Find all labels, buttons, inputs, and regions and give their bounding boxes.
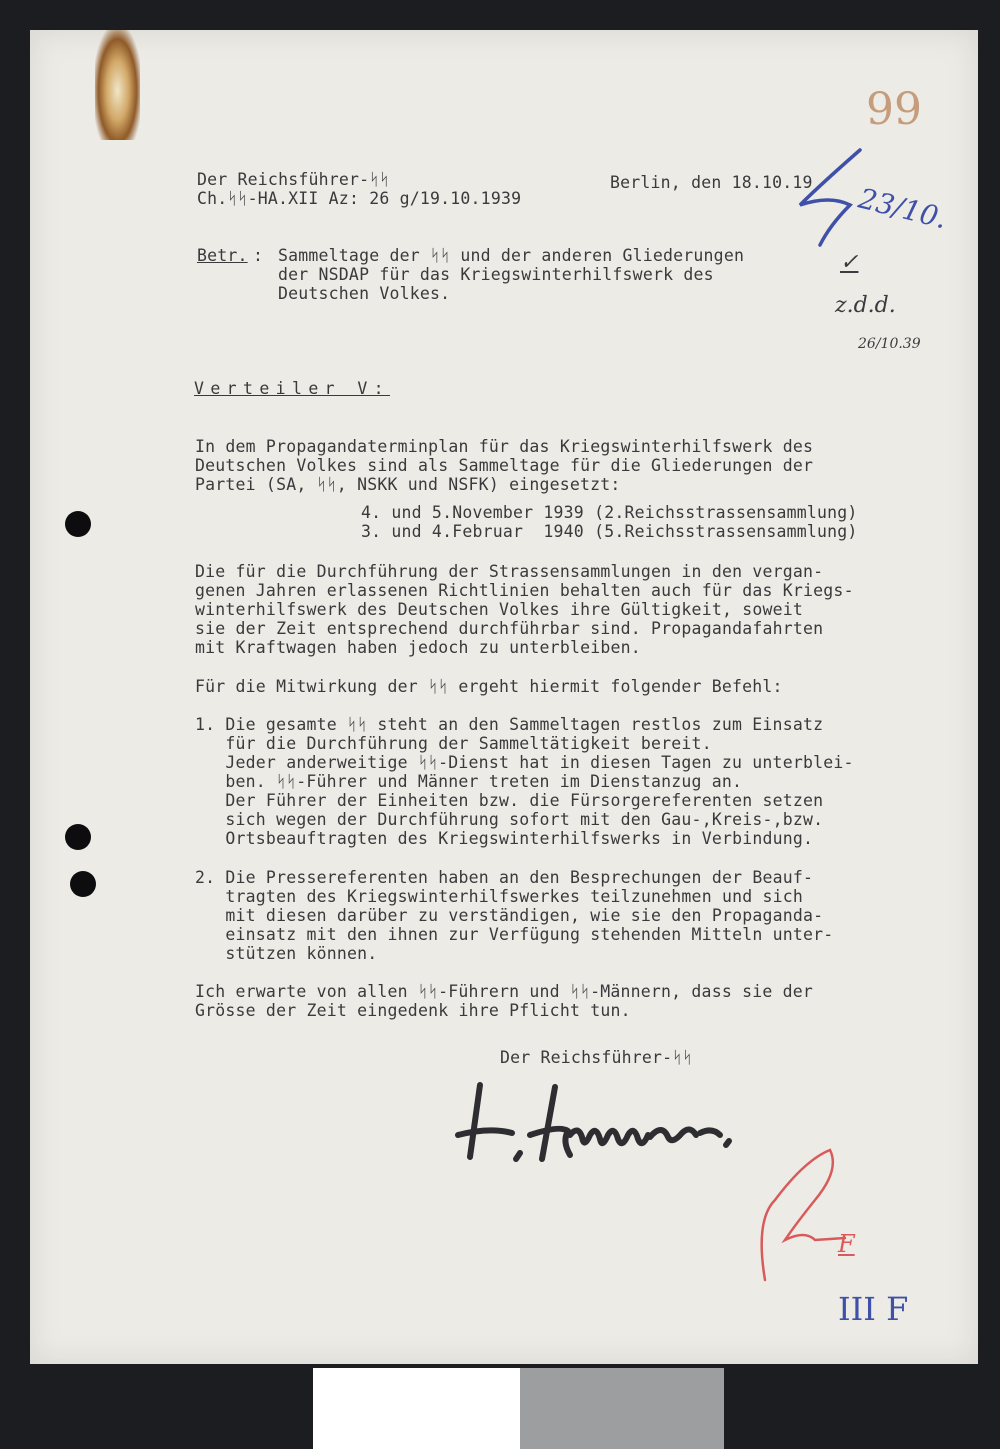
item1-line-7: Ortsbeauftragten des Kriegswinterhilfswerks in Verbindung. — [195, 829, 814, 848]
blue-initial-note: III F — [838, 1290, 909, 1328]
date-line-1: 4. und 5.November 1939 (2.Reichsstrassensammlung) — [361, 503, 858, 522]
date-line-2: 3. und 4.Februar 1940 (5.Reichsstrassensammlung) — [361, 522, 858, 541]
subject-colon: : — [253, 246, 264, 265]
order-intro: Für die Mitwirkung der ᛋᛋ ergeht hiermit folgender Befehl: — [195, 677, 783, 696]
item1-line-2: für die Durchführung der Sammeltätigkeit bereit. — [195, 734, 712, 753]
item2-line-1: 2. Die Pressereferenten haben an den Besprechungen der Beauf- — [195, 868, 814, 887]
subject-line-2: der NSDAP für das Kriegswinterhilfswerk des — [278, 265, 714, 284]
calibration-gray-patch — [520, 1368, 724, 1449]
distribution-heading: Verteiler V: — [194, 379, 391, 398]
subject-line-3: Deutschen Volkes. — [278, 284, 451, 303]
item1-line-3: Jeder anderweitige ᛋᛋ-Dienst hat in diesen Tagen zu unterblei- — [195, 753, 854, 772]
dark-note-zdd: z.d.d. — [835, 293, 896, 318]
para2-line-2: genen Jahren erlassenen Richtlinien behalten auch für das Kriegs- — [195, 581, 854, 600]
subject-label: Betr. — [197, 246, 248, 265]
reference-line: Ch.ᛋᛋ-HA.XII Az: 26 g/19.10.1939 — [197, 189, 522, 208]
blue-date-note: 23/10. — [855, 181, 951, 236]
item1-line-4: ben. ᛋᛋ-Führer und Männer treten im Dienstanzug an. — [195, 772, 743, 791]
para2-line-1: Die für die Durchführung der Strassensammlungen in den vergan- — [195, 562, 824, 581]
intro-line-2: Deutschen Volkes sind als Sammeltage für die Gliederungen der — [195, 456, 814, 475]
para2-line-5: mit Kraftwagen haben jedoch zu unterbleiben. — [195, 638, 641, 657]
intro-line-1: In dem Propagandaterminplan für das Kriegswinterhilfswerk des — [195, 437, 814, 456]
para2-line-4: sie der Zeit entsprechend durchführbar sind. Propagandafahrten — [195, 619, 824, 638]
intro-line-3: Partei (SA, ᛋᛋ, NSKK und NSFK) eingesetzt: — [195, 475, 621, 494]
item1-line-1: 1. Die gesamte ᛋᛋ steht an den Sammeltagen restlos zum Einsatz — [195, 715, 824, 734]
red-pencil-mark — [745, 1140, 855, 1290]
item2-line-2: tragten des Kriegswinterhilfswerkes teilzunehmen und sich — [195, 887, 804, 906]
sender-line: Der Reichsführer-ᛋᛋ — [197, 170, 390, 189]
closing-line-1: Ich erwarte von allen ᛋᛋ-Führern und ᛋᛋ-Männern, dass sie der — [195, 982, 814, 1001]
punch-hole-top — [65, 511, 91, 537]
burn-stain — [95, 30, 140, 140]
item2-line-3: mit diesen darüber zu verständigen, wie sie den Propaganda- — [195, 906, 824, 925]
punch-hole-bottom — [70, 871, 96, 897]
punch-hole-middle — [65, 824, 91, 850]
calibration-white-patch — [313, 1368, 520, 1449]
dark-note-date: 26/10.39 — [858, 336, 921, 352]
red-note: F — [838, 1230, 855, 1258]
para2-line-3: winterhilfswerk des Deutschen Volkes ihre Gültigkeit, soweit — [195, 600, 804, 619]
handwritten-signature — [450, 1075, 740, 1170]
item1-line-5: Der Führer der Einheiten bzw. die Fürsorgereferenten setzen — [195, 791, 824, 810]
place-date: Berlin, den 18.10.19 — [610, 173, 813, 192]
signature-title: Der Reichsführer-ᛋᛋ — [500, 1048, 693, 1067]
item2-line-4: einsatz mit den ihnen zur Verfügung stehenden Mitteln unter- — [195, 925, 834, 944]
closing-line-2: Grösse der Zeit eingedenk ihre Pflicht tun. — [195, 1001, 631, 1020]
blue-pencil-checkmark — [790, 145, 870, 250]
item2-line-5: stützen können. — [195, 944, 378, 963]
item1-line-6: sich wegen der Durchführung sofort mit den Gau-,Kreis-,bzw. — [195, 810, 824, 829]
dark-check-mark: ✓ — [840, 250, 859, 275]
subject-line-1: Sammeltage der ᛋᛋ und der anderen Gliederungen — [278, 246, 745, 265]
page-number-pencil: 99 — [866, 84, 922, 135]
